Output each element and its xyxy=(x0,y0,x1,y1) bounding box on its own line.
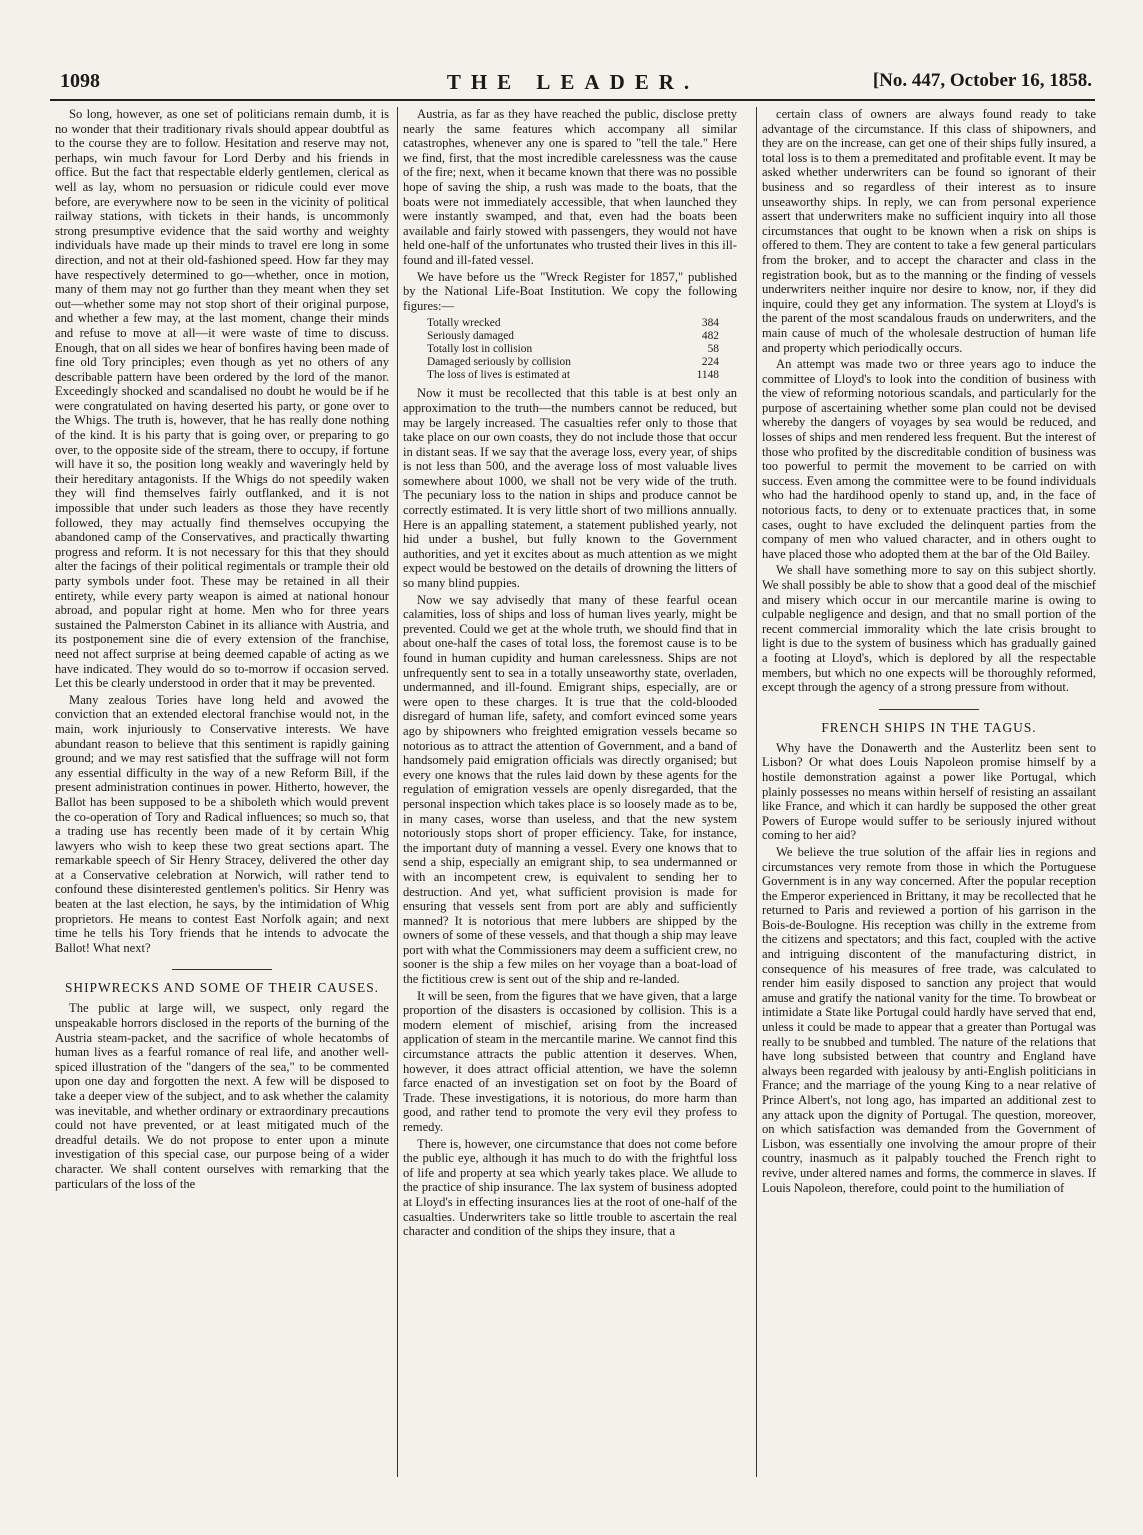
total-value: 1148 xyxy=(696,369,719,382)
header-rule xyxy=(50,99,1095,101)
table-row xyxy=(427,317,719,330)
stat-label: Totally wrecked xyxy=(427,317,501,330)
issue-date: [No. 447, October 16, 1858. xyxy=(872,70,1092,91)
column-divider xyxy=(397,107,398,1477)
paragraph: Now it must be recollected that this table is at best only an approximation to the truth—the numbers cannot be reduced, but may be largely increased. The casualties refer only to those that take place on our own coasts, they do not include those that occur in distant seas. If we say that the average loss, every year, of ships is not less than 500, and the average loss of most valuable lives somewhere about 1000, we shall not be very wide of the truth. The pecuniary loss to the nation in ships and produce cannot be correctly estimated. It is very little short of two millions annually. Here is an appalling statement, a statement published yearly, not hid under a bushel, but fully known to the Government authorities, and yet it excites about as much attention as we might expect would be bestowed on the details of drowning the litters of so many blind puppies. xyxy=(403,386,737,591)
paragraph: Why have the Donawerth and the Austerlitz been sent to Lisbon? Or what does Louis Napoleon promise himself by a hostile demonstration against a power like Portugal, which plainly possesses no means within herself of resisting an assailant like France, and which it can hardly be supposed the other great Powers of Europe would suffer to be seriously injured without coming to her aid? xyxy=(762,740,1096,843)
paragraph: certain class of owners are always found ready to take advantage of the circumstance. If this class of shipowners, and they are on the increase, can get one of their ships fully insured, a total loss is to them a premeditated and profitable event. It may be asked whether underwriters can be found so ignorant of their business and so regardless of their interest as to insure unseaworthy ships. In reply, we can from personal experience assert that underwriters make no sufficient inquiry into all those circumstances that ought to be known when a risk on ships is offered to them. They are content to take a few general particulars from the broker, and to accept the character and class in the registration book, but as to the manning or the finding of vessels underwriters neither inquire nor desire to know, nor, if they did inquire, could they get any information. The system at Lloyd's is the parent of the most scandalous frauds on underwriters, and the main cause of much of the wholesale destruction of human life and property which periodically occurs. xyxy=(762,107,1096,355)
table-row xyxy=(427,330,719,343)
stat-label: Totally lost in collision xyxy=(427,343,533,356)
table-row xyxy=(427,356,719,369)
section-title: FRENCH SHIPS IN THE TAGUS. xyxy=(821,719,1037,735)
column-divider xyxy=(756,107,757,1477)
stat-label: Damaged seriously by collision xyxy=(427,356,571,369)
stat-label: Seriously damaged xyxy=(427,330,514,343)
total-label: The loss of lives is estimated at xyxy=(427,369,570,382)
paragraph: Now we say advisedly that many of these fearful ocean calamities, loss of ships and loss of human lives yearly, might be prevented. Could we get at the whole truth, we should find that in about one-half the cases of total loss, the foremost cause is to be found in human cupidity and human carelessness. Ships are not unfrequently sent to sea in a totally unseaworthy state, overladen, undermanned, and ill-found. Emigrant ships, especially, are or were open to these charges. It is true that the cold-blooded disregard of human life, safety, and comfort evinced some years ago by shipowners who freighted emigration vessels became so notorious as to attract the attention of Government, and a band of handsomely paid emigration officials was directly organised; but every one knows that the rules laid down by these agents for the regulation of emigration vessels are openly disregarded, that the personal inspection which takes place is so loosely made as to be, in many cases, worse than useless, and that the new system notoriously stops short of proper efficiency. Take, for instance, the important duty of manning a vessel. Every one knows that to send a ship, especially an emigrant ship, to sea undermanned or with an incompetent crew, is equivalent to sending her to destruction. And yet, what sufficient provision is made for ensuring that vessels sent from port are ably and sufficiently manned? It is notorious that mere lubbers are shipped by the owners of some of these vessels, and that though a ship may leave port with what the Commissioners may deem a sufficient crew, no sooner is the ship a few miles on her voyage than a boat-load of the fictitious crew is sent out of the ship and re-landed. xyxy=(403,592,737,987)
stat-value: 482 xyxy=(701,330,719,343)
paragraph: So long, however, as one set of politicians remain dumb, it is no wonder that their traditionary rivals should appear doubtful as to the course they are to follow. Hesitation and reserve may not, perhaps, win much favour for Lord Derby and his friends in office. But the fact that respectable elderly gentlemen, clerical as well as lay, whom no persuasion or ridicule could ever move before, are everywhere now to be seen in the vicinity of political railway stations, with tickets in their hands, is uncommonly strong presumptive evidence that the said worthy and weighty individuals have made up their minds to travel ere long in some direction, and not at their old-fashioned speed. How far they may have respectively determined to go—whether, once in motion, many of them may not go further than they meant when they set out—whether some may not stop short of their original purpose, and whether a few may, at the last moment, change their minds and refuse to move at all—it were waste of time to discuss. Enough, that on all sides we hear of bonfires having been made of fine old Tory principles; even though as yet no others of any describable pattern have been ordered by the lord of the manor. Exceedingly shocked and scandalised no doubt he would be if he were congratulated on having deserted his party, or gone over to the Whigs. The truth is, however, that he has really done nothing of the kind. It is his party that is going over, or preparing to go over, to the opposite side of the stream, there to occupy, if fortune will have it so, the position long weakly and waveringly held by their hereditary antagonists. If the Whigs do not speedily waken they will find themselves fairly outflanked, and it is not impossible that under such leaders as those they have recently followed, they may actually find themselves occupying the abandoned camp of the Conservatives, and practically thwarting progress and reform. It is not necessary for this that they should alter the facings of their political regimentals or trample their old party symbols under foot. These may be retained in all their entirety, while every party weapon is aimed at national honour abroad, and popular right at home. Men who for three years sustained the Palmerston Cabinet in its alliance with Austria, and its postponement sine die of every extension of the franchise, need not affect surprise at being deemed capable of acting as we have indicated. They would do so to-morrow if occasion served. Let this be clearly understood in order that it may be prevented. xyxy=(55,107,389,691)
paragraph: We shall have something more to say on this subject shortly. We shall possibly be able to show that a good deal of the mischief and misery which occur in our mercantile marine is owing to culpable negligence and design, and that no small portion of the recent commercial immorality which the late crisis brought to light is due to the system of business which has gradually gained a footing at Lloyd's, which is deplored by all the respectable members, but which no one expects will be thoroughly reformed, except through the agency of a strong pressure from without. xyxy=(762,563,1096,695)
stat-value: 224 xyxy=(701,356,719,369)
stat-value: 384 xyxy=(701,317,719,330)
paragraph: We have before us the "Wreck Register for 1857," published by the National Life-Boat Institution. We copy the following figures:— xyxy=(403,269,737,313)
paragraph: We believe the true solution of the affair lies in regions and circumstances very remote from those in which the Portuguese Government is in any way concerned. After the popular reception the Emperor experienced in Brittany, it may be recollected that he returned to Paris and reviewed a portion of his garrison in the Bois-de-Boulogne. His reception was chilly in the extreme from the citizens and spectators; and this fact, coupled with the active and intriguing discontent of the manufacturing district, in consequence of his measures of free trade, was calculated to render him easily disposed to sanction any project that would amuse and gratify the national vanity for the time. To browbeat or intimidate a State like Portugal could hardly have served that end, unless it could be made to appear that a greater than Portugal was really to be snubbed and tumbled. The nature of the relations that have long subsisted between that country and England have always been regarded with jealousy by anti-English politicians in France; and the marriage of the young King to a near relative of Prince Albert's, not long ago, has imparted an additional zest to any attack upon the dignity of Portugal. The question, moreover, on which satisfaction was demanded from the Government of Lisbon, was essentially one involving the amour propre of their country, inasmuch as it palpably touched the French right to revive, under altered names and forms, the commerce in slaves. If Louis Napoleon, therefore, could point to the humiliation of xyxy=(762,844,1096,1195)
section-title: SHIPWRECKS AND SOME OF THEIR CAUSES. xyxy=(64,980,380,996)
paragraph: The public at large will, we suspect, only regard the unspeakable horrors disclosed in the reports of the burning of the Austria steam-packet, and the sacrifice of whole hecatombs of human lives as a fearful romance of real life, and another well-spiced illustration of the "dangers of the sea," to be commented upon one day and forgotten the next. A few will be disposed to take a deeper view of the subject, and to ask whether the calamity was inevitable, and whether ordinary or extraordinary precautions could not have prevented, or at least mitigated much of the dreadful details. We do not propose to enter upon a minute investigation of this special case, our purpose being of a wider character. We shall content ourselves with remarking that the particulars of the loss of the xyxy=(55,1001,389,1191)
paragraph: An attempt was made two or three years ago to induce the committee of Lloyd's to look into the condition of business with the view of reforming notorious scandals, and particularly for the purpose of ascertaining whether some plan could not be devised whereby the dangers of voyages by sea would be reduced, and losses of ships and men rendered less frequent. But the interest of those who profited by the discreditable condition of business was too powerful to permit the movement to be carried on with success. Even among the committee were to be found individuals who had the hardihood openly to stand up, and, in the face of notorious facts, to deny or to extenuate practices that, in some cases, ought to have excluded the delinquent parties from the company of men who valued character, and in others ought to have placed those who adopted them at the bar of the Old Bailey. xyxy=(762,357,1096,561)
paragraph: It will be seen, from the figures that we have given, that a large proportion of the disasters is occasioned by collision. This is a modern element of mischief, arising from the increased application of steam in the mercantile marine. We cannot find this circumstance attracts the public attention it deserves. When, however, it does attract official attention, we have the solemn farce enacted of an investigation set on foot by the Board of Trade. These investigations, it is notorious, do more harm than good, and rather tend to promote the very evil they profess to remedy. xyxy=(403,988,737,1134)
page-header xyxy=(48,70,1098,100)
section-rule xyxy=(879,709,979,710)
masthead-title: THE LEADER. xyxy=(446,70,700,94)
paragraph: Austria, as far as they have reached the public, disclose pretty nearly the same features which accompany all similar catastrophes, whenever any one is spared to "tell the tale." Here we find, first, that the most incredible carelessness was the cause of the fire; next, when it became known that there was no possible hope of saving the ship, a rush was made to the boats, that the boats were not immediately accessible, that when launched they were instantly swamped, and that, even had the boats been available and fairly stowed with passengers, they would not have held one-half of the unfortunates who trusted their lives in this ill-found and ill-fated vessel. xyxy=(403,107,737,267)
column-2 xyxy=(403,107,737,1482)
page-number: 1098 xyxy=(60,70,100,92)
column-3 xyxy=(762,107,1096,1482)
wreck-statistics-table xyxy=(427,317,719,382)
section-rule xyxy=(172,969,272,970)
paragraph: There is, however, one circumstance that does not come before the public eye, although it has much to do with the frightful loss of life and property at sea which yearly takes place. We allude to the practice of ship insurance. The lax system of business adopted at Lloyd's in effecting insurances lies at the root of one-half of the casualties. Underwriters take so little trouble to ascertain the real character and condition of the ships they insure, that a xyxy=(403,1136,737,1239)
paragraph: Many zealous Tories have long held and avowed the conviction that an extended electoral franchise would not, in the main, work injuriously to Conservative interests. We have abundant reason to believe that this sentiment is rapidly gaining ground; and we may rest satisfied that the suffrage will not form any essential difficulty in the way of a new Reform Bill, if the present administration continues in power. Hitherto, however, the Ballot has been supposed to be a shiboleth which would prevent the co-operation of Tory and Radical influences; so much so, that a trading use has recently been made of it by certain Whig lawyers who wish to keep these two great sections apart. The remarkable speech of Sir Henry Stracey, delivered the other day at a Conservative celebration at Norwich, will rather tend to confound these disinterested gentlemen's politics. Sir Henry was beaten at the last election, he says, by the intimidation of Whig proprietors. He means to contest East Norfolk again; and next time he tells his Tory friends that he intends to advocate the Ballot! What next? xyxy=(55,692,389,955)
table-total-row xyxy=(427,369,719,382)
table-row xyxy=(427,343,719,356)
column-1 xyxy=(55,107,389,1482)
stat-value: 58 xyxy=(707,343,719,356)
